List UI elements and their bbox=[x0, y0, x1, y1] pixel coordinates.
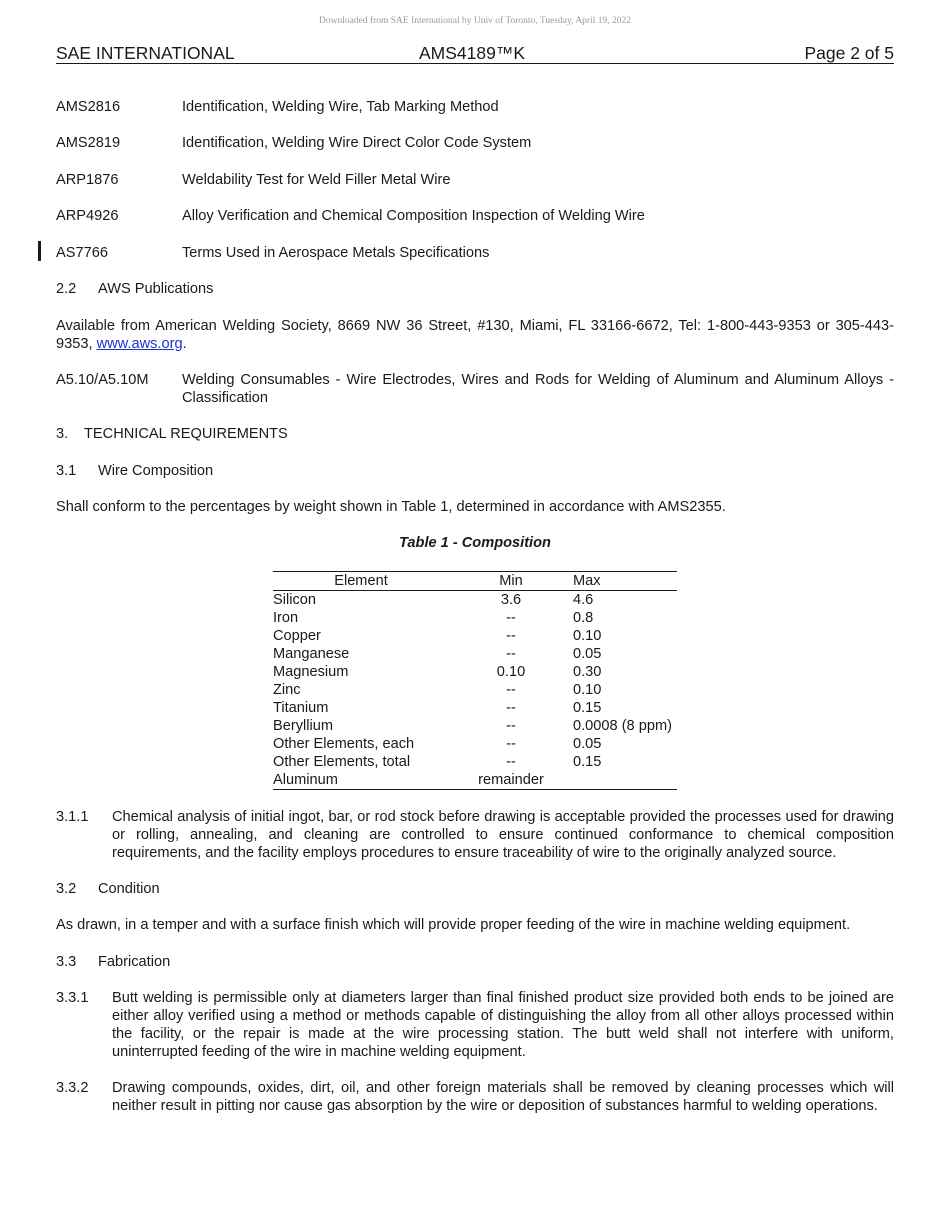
min-cell: -- bbox=[506, 718, 516, 734]
element-cell: Titanium bbox=[273, 700, 329, 716]
element-cell: Iron bbox=[273, 610, 299, 626]
section-number: 3.1.1 bbox=[56, 809, 89, 825]
section-number: 3.3.1 bbox=[56, 990, 89, 1006]
section-number: 3.2 bbox=[56, 881, 77, 897]
min-cell: 3.6 bbox=[500, 592, 522, 608]
wire-composition-paragraph: Shall conform to the percentages by weight shown in Table 1, determined in accordance with AMS2355. bbox=[56, 499, 726, 515]
reference-code: AMS2816 bbox=[56, 99, 121, 115]
max-cell: 0.30 bbox=[573, 664, 602, 680]
availability-text: Available from American Welding Society, 8669 NW 36 Street, #130, Miami, FL 33166-6672, Tel: 1-800-443-9353 or 305-443-9353, bbox=[56, 318, 894, 352]
column-header-min: Min bbox=[499, 573, 523, 589]
table-row bbox=[273, 645, 677, 663]
element-cell: Copper bbox=[273, 628, 321, 644]
reference-item bbox=[56, 371, 894, 407]
element-cell: Other Elements, each bbox=[273, 736, 415, 752]
section-number: 3.3.2 bbox=[56, 1080, 89, 1096]
revision-change-bar bbox=[38, 241, 41, 261]
max-cell: 0.05 bbox=[573, 646, 602, 662]
min-cell: -- bbox=[506, 646, 516, 662]
condition-paragraph: As drawn, in a temper and with a surface finish which will provide proper feeding of the wire in machine welding equipment. bbox=[56, 917, 851, 933]
table-caption: Table 1 - Composition bbox=[399, 535, 551, 551]
paragraph-text: Butt welding is permissible only at diameters larger than final finished product size provided both ends to be joined are either alloy verified using a method or methods capable of distinguishing the alloy from all other alloys processed within the facility, or the repair is made at the wire processing station. The butt weld shall not interfere with uniform, uninterrupted feeding of the wire in machine welding equipment. bbox=[112, 990, 894, 1060]
max-cell: 0.10 bbox=[573, 628, 602, 644]
reference-title: Identification, Welding Wire, Tab Marking Method bbox=[182, 99, 499, 115]
table-row bbox=[273, 771, 677, 790]
section-3-1-1-paragraph bbox=[56, 808, 894, 862]
max-cell: 0.0008 (8 ppm) bbox=[573, 718, 672, 734]
reference-code: AS7766 bbox=[56, 245, 108, 261]
header-page-number: Page 2 of 5 bbox=[804, 43, 894, 63]
section-title: Wire Composition bbox=[98, 463, 214, 479]
reference-title: Identification, Welding Wire Direct Color Code System bbox=[182, 135, 532, 151]
min-cell: -- bbox=[506, 700, 516, 716]
column-header-element: Element bbox=[334, 573, 388, 589]
max-cell: 0.15 bbox=[573, 700, 602, 716]
reference-title: Terms Used in Aerospace Metals Specifications bbox=[182, 245, 490, 261]
section-title: AWS Publications bbox=[98, 281, 214, 297]
composition-table bbox=[273, 571, 677, 790]
min-cell: -- bbox=[506, 736, 516, 752]
table-row bbox=[273, 627, 677, 645]
element-cell: Zinc bbox=[273, 682, 301, 698]
element-cell: Aluminum bbox=[273, 772, 338, 788]
aws-availability-paragraph bbox=[56, 317, 894, 353]
reference-title: Weldability Test for Weld Filler Metal Wire bbox=[182, 172, 451, 188]
element-cell: Manganese bbox=[273, 646, 350, 662]
section-title: TECHNICAL REQUIREMENTS bbox=[84, 426, 288, 442]
table-row bbox=[273, 609, 677, 627]
page-header bbox=[56, 44, 894, 64]
reference-code: ARP4926 bbox=[56, 208, 119, 224]
section-3-3-2-paragraph bbox=[56, 1079, 894, 1133]
min-cell: remainder bbox=[478, 772, 544, 788]
paragraph-text: Chemical analysis of initial ingot, bar, or rod stock before drawing is acceptable provided the processes used for drawing or rolling, annealing, and cleaning are controlled to ensure continued conformance to chemical composition requirements, and the facility employs procedures to ensure traceability of wire to the originally analyzed source. bbox=[112, 809, 894, 861]
table-row bbox=[273, 591, 677, 610]
min-cell: -- bbox=[506, 754, 516, 770]
min-cell: -- bbox=[506, 682, 516, 698]
reference-code: ARP1876 bbox=[56, 172, 119, 188]
reference-title: Alloy Verification and Chemical Composition Inspection of Welding Wire bbox=[182, 208, 645, 224]
max-cell bbox=[573, 771, 677, 790]
header-document-number: AMS4189™K bbox=[419, 43, 526, 63]
section-number: 3. bbox=[56, 426, 69, 442]
table-row bbox=[273, 717, 677, 735]
max-cell: 0.15 bbox=[573, 754, 602, 770]
element-cell: Silicon bbox=[273, 592, 316, 608]
section-number: 3.3 bbox=[56, 954, 77, 970]
availability-suffix: . bbox=[182, 336, 187, 352]
download-watermark: Downloaded from SAE International by Univ of Toronto, Tuesday, April 19, 2022 bbox=[318, 16, 631, 26]
table-row bbox=[273, 735, 677, 753]
min-cell: -- bbox=[506, 610, 516, 626]
reference-code: AMS2819 bbox=[56, 135, 121, 151]
table-row bbox=[273, 663, 677, 681]
column-header-max: Max bbox=[573, 573, 601, 589]
header-organization: SAE INTERNATIONAL bbox=[56, 43, 235, 63]
element-cell: Beryllium bbox=[273, 718, 334, 734]
section-3-3-1-paragraph bbox=[56, 989, 894, 1061]
section-title: Condition bbox=[98, 881, 160, 897]
max-cell: 4.6 bbox=[573, 592, 594, 608]
reference-code: A5.10/A5.10M bbox=[56, 372, 149, 388]
table-row bbox=[273, 753, 677, 771]
reference-title: Welding Consumables - Wire Electrodes, Wires and Rods for Welding of Aluminum and Aluminum Alloys - Classification bbox=[182, 372, 894, 406]
section-number: 2.2 bbox=[56, 281, 77, 297]
max-cell: 0.8 bbox=[573, 610, 594, 626]
element-cell: Magnesium bbox=[273, 664, 349, 680]
min-cell: 0.10 bbox=[496, 664, 526, 680]
max-cell: 0.10 bbox=[573, 682, 602, 698]
element-cell: Other Elements, total bbox=[273, 754, 411, 770]
max-cell: 0.05 bbox=[573, 736, 602, 752]
section-number: 3.1 bbox=[56, 463, 77, 479]
paragraph-text: Drawing compounds, oxides, dirt, oil, and other foreign materials shall be removed by cleaning processes which will neither result in pitting nor cause gas absorption by the wire or deposition of substances harmful to welding operations. bbox=[112, 1080, 894, 1114]
min-cell: -- bbox=[506, 628, 516, 644]
section-title: Fabrication bbox=[98, 954, 171, 970]
aws-website-link[interactable]: www.aws.org bbox=[96, 336, 183, 352]
table-row bbox=[273, 699, 677, 717]
table-header-row bbox=[273, 572, 677, 591]
table-row bbox=[273, 681, 677, 699]
